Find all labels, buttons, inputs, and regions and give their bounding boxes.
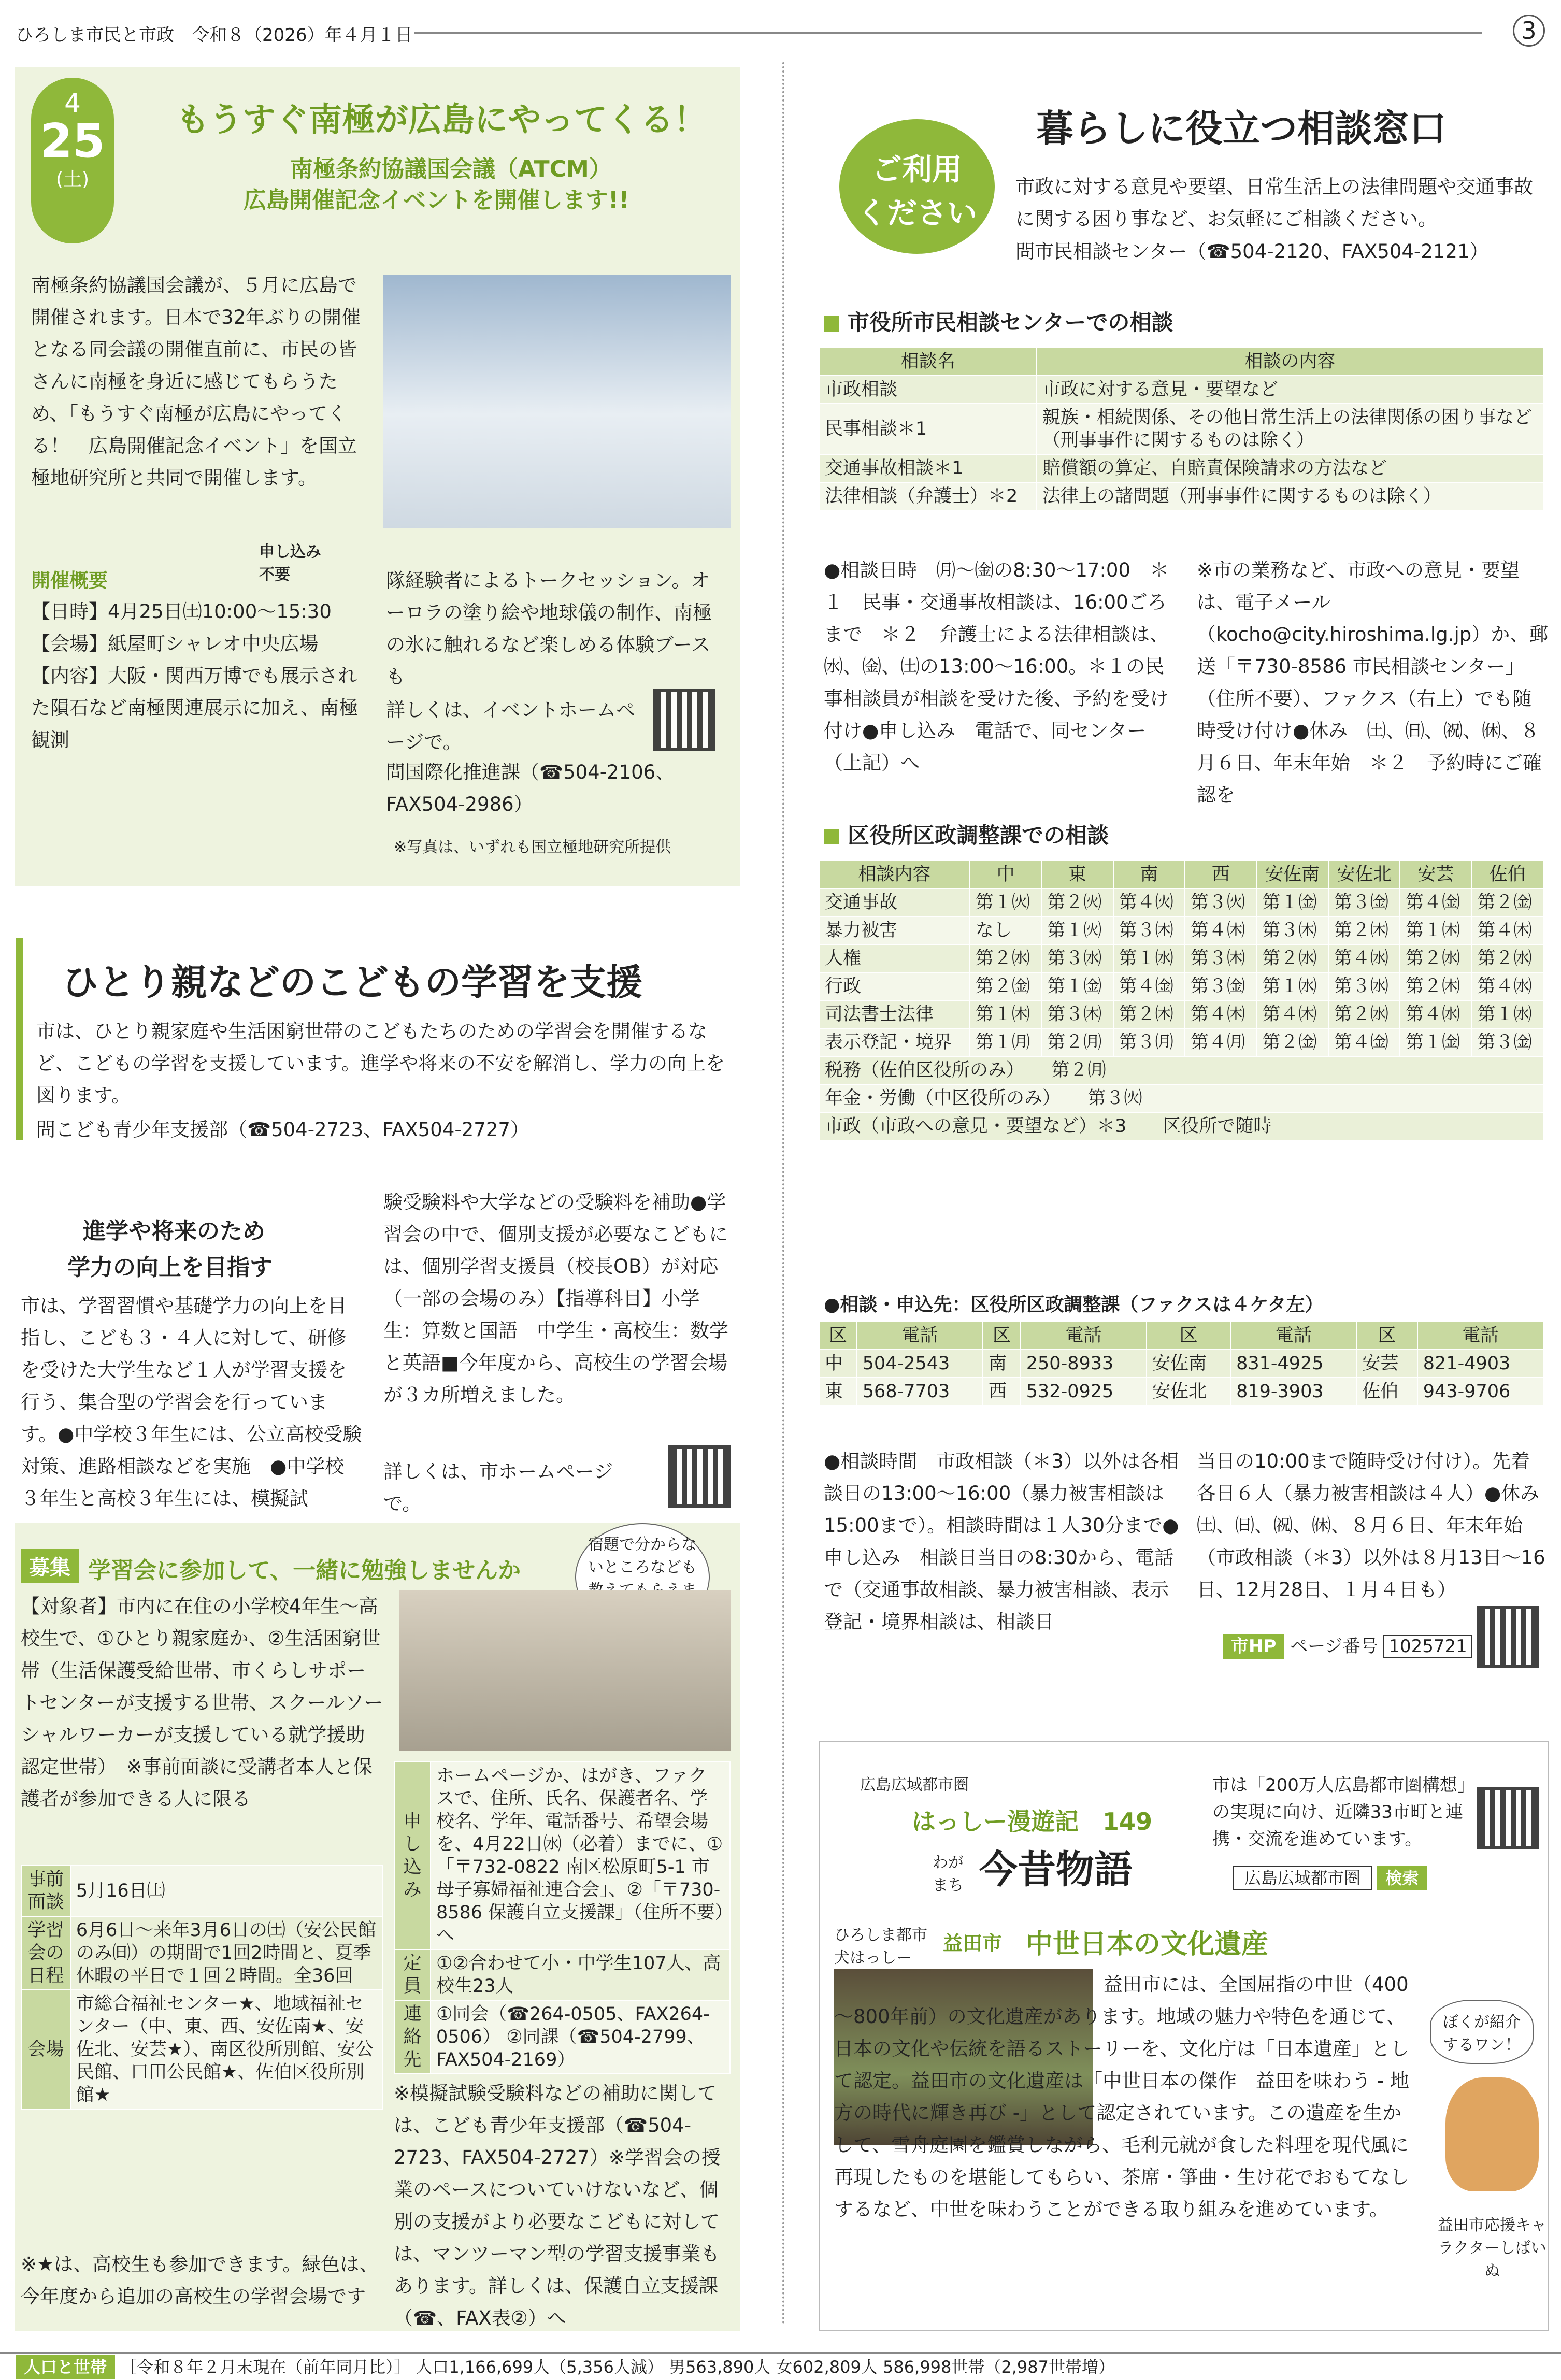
heritage-body-1: 益田市には、全国屈指の中世（400～800年前）の文化遺産があります。地域の魅力や特色を通じて、日本の文化や伝統を語るストーリーを、文化庁は「日本遺産」として認定。益田市の文化遺産は「中世日本の傑作 益田を味わう - 地方の時代に輝き再び -」として認定されています。この遺産を生かして、雪舟庭園を鑑賞しながら、毛利元就が食した料理を現代風に再現したものを堪能してもらい、茶席・箏曲・生け花でおもてなしするなど、中世を味わうことができる取り組みを進めています。	[834, 1973, 1409, 2220]
publication-header: ひろしま市民と市政 令和８（2026）年４月１日	[16, 25, 413, 46]
cell: 第３㈫	[1185, 888, 1256, 916]
col-header: 区	[1147, 1322, 1230, 1350]
event-date-line: 【日時】4月25日㈯10:00～15:30	[31, 600, 332, 623]
search-box[interactable]	[1233, 1865, 1427, 1889]
cell: 第３㈭	[1041, 1000, 1113, 1028]
hp-label: 市HP	[1223, 1634, 1284, 1659]
cell: 第１㈭	[1400, 916, 1471, 944]
cell: 821-4903	[1417, 1350, 1543, 1378]
character-caption: 益田市応援キャラクターしばいぬ	[1438, 2216, 1546, 2280]
cell: 568-7703	[857, 1378, 983, 1406]
cell: 第１㈬	[1472, 1000, 1543, 1028]
cell: 表示登記・境界	[819, 1028, 970, 1056]
ward-phone-table	[819, 1321, 1544, 1406]
hassi-series: はっしー漫遊記 149	[912, 1808, 1153, 1836]
recruit-bubble: 宿題で分からないところなども	[575, 1523, 710, 1631]
cell: 賠償額の算定、自賠責保険請求の方法など	[1037, 454, 1543, 482]
consult-qr-code[interactable]	[1477, 1606, 1539, 1668]
apply-header: 申し込み	[394, 1762, 431, 1949]
row-value: 市総合福祉センター★、地域福祉センター（中、東、西、安佐南★、安佐北、安芸★）、南区役所別館、安公民館、口田公民館★、佐伯区役所別館★	[70, 1990, 383, 2109]
hassi-title: 今昔物語	[979, 1847, 1133, 1892]
cell: 佐伯	[1356, 1378, 1417, 1406]
antarctic-title: もうすぐ南極が広島にやってくる！	[176, 101, 707, 139]
row-header: 学習会の日程	[21, 1916, 70, 1990]
hassi-mascot: ひろしま都市犬はっしー	[834, 1926, 927, 1967]
section-1-heading	[824, 306, 1173, 337]
search-term: 広島広域都市圏	[1233, 1866, 1372, 1890]
study-qr-code[interactable]	[668, 1445, 731, 1508]
cell: 司法書士法律	[819, 1000, 970, 1028]
cell: 第１㈪	[970, 1028, 1041, 1056]
study-more: 詳しくは、市ホームページで。	[383, 1460, 613, 1515]
cell: 943-9706	[1417, 1378, 1543, 1406]
population-total: 人口1,166,699人（5,356人減）	[416, 2357, 664, 2377]
page-number-value: 1025721	[1383, 1635, 1472, 1658]
cell: 中	[819, 1350, 857, 1378]
col-header: 西	[1185, 861, 1256, 888]
cell: 第１㈮	[1041, 972, 1113, 1000]
contact-value-2: ②同課（☎504-2799、FAX504-2169）	[436, 2027, 705, 2070]
heritage-heading: 中世日本の文化遺産	[1026, 1929, 1269, 1960]
consult-lead: 市政に対する意見や要望、日常生活上の法律問題や交通事故に関する困り事など、お気軽にご相談ください。	[1015, 176, 1533, 230]
cell: 安芸	[1356, 1350, 1417, 1378]
antarctic-more: 詳しくは、イベントホームページで。	[386, 699, 635, 753]
cell: 第４㈭	[1256, 1000, 1328, 1028]
study-body-2: 験受験料や大学などの受験料を補助●学習会の中で、個別支援が必要なこどもには、個別学習支援員（校長OB）が対応（一部の会場のみ）【指導科目】小学生：算数と国語 中学生・高校生：数学と英語■今年度から、高校生の学習会場が３カ所増えました。	[383, 1191, 728, 1406]
event-venue-line: 【会場】紙屋町シャレオ中央広場	[31, 633, 319, 655]
cell: 第４㈬	[1328, 944, 1400, 972]
cell: 行政	[819, 972, 970, 1000]
capacity-value: ①②合わせて小・中学生107人、高校生23人	[431, 1949, 730, 2000]
cell: なし	[970, 916, 1041, 944]
cell: 第３㈭	[1256, 916, 1328, 944]
col-header: 安佐北	[1328, 861, 1400, 888]
cell: 法律上の諸問題（刑事事件に関するものは除く）	[1037, 482, 1543, 510]
cell: 暴力被害	[819, 916, 970, 944]
col-header: 南	[1113, 861, 1185, 888]
page-number-label: ページ番号	[1290, 1636, 1378, 1657]
ward-note-1: ●相談時間 市政相談（＊3）以外は各相談日の13:00～16:00（暴力被害相談は15:00まで）。相談時間は１人30分まで●申し込み 相談日当日の8:30から、電話で（交通事故相談、暴力被害相談、表示登記・境界相談は、相談日	[824, 1450, 1179, 1633]
cell: 第２㈮	[1256, 1028, 1328, 1056]
cell: 第１㈬	[1113, 944, 1185, 972]
cell: 第２㈬	[1472, 944, 1543, 972]
header-rule	[414, 32, 1482, 34]
square-icon	[824, 829, 839, 844]
col-header: 相談の内容	[1037, 348, 1543, 376]
cell: 第４㈫	[1113, 888, 1185, 916]
recruit-title: 学習会に参加して、一緒に勉強しませんか	[88, 1557, 521, 1584]
cell: 504-2543	[857, 1350, 983, 1378]
cell: 税務（佐伯区役所のみ） 第２㈪	[819, 1056, 1543, 1084]
hassi-promo: 市は「200万人広島都市圏構想」の実現に向け、近隣33市町と連携・交流を進めています。	[1212, 1775, 1475, 1849]
col-header: 電話	[1230, 1322, 1356, 1350]
study-support-lead: 市は、ひとり親家庭や生活困窮世帯のこどもたちのための学習会を開催するなど、こどもの学習を支援しています。進学や将来の不安を解消し、学力の向上を図ります。	[36, 1020, 725, 1107]
col-header: 区	[983, 1322, 1021, 1350]
date-month: 4	[64, 88, 81, 118]
cell: 第１㈫	[970, 888, 1041, 916]
hassi-area: 広島広域都市圏	[860, 1776, 969, 1794]
population-female: 女602,809人	[776, 2357, 878, 2377]
cell: 第２㈭	[1113, 1000, 1185, 1028]
cell: 第２㈭	[1328, 916, 1400, 944]
badge-line-1: ご利用	[871, 152, 962, 187]
classroom-photo	[399, 1590, 731, 1751]
antarctic-body-2: 隊経験者によるトークセッション。オーロラの塗り絵や地球儀の制作、南極の氷に触れるなど楽しめる体験ブースも	[386, 569, 712, 688]
col-header: 東	[1041, 861, 1113, 888]
section-accent-bar	[16, 938, 23, 1140]
cell: 第２㈪	[1041, 1028, 1113, 1056]
cell: 第４㈭	[1472, 916, 1543, 944]
ward-note-2: 当日の10:00まで随時受け付け）。先着各日６人（暴力被害相談は４人）●休み ㈯、㈰、㈷、㉁、８月６日、年末年始（市政相談（＊3）以外は８月13日～16日、12月28日、１月４日も）	[1197, 1450, 1559, 1601]
contact-value-1: ①同会（☎264-0505、FAX264-0506）	[436, 2004, 710, 2047]
cell: 第２㈬	[1256, 944, 1328, 972]
cell: 第３㈭	[1113, 916, 1185, 944]
study-support-title: ひとり親などのこどもの学習を支援	[62, 960, 642, 1003]
cell: 安佐北	[1147, 1378, 1230, 1406]
shiba-character	[1445, 2077, 1539, 2191]
cell: 交通事故相談＊1	[819, 454, 1037, 482]
row-value: 6月6日～来年3月6日の㈯（安公民館のみ㈰）の期間で1回2時間と、夏季休暇の平日で１回２時間。全36回	[70, 1916, 383, 1990]
cell: 第２㈫	[1041, 888, 1113, 916]
antarctic-body: 南極条約協議国会議が、５月に広島で開催されます。日本で32年ぶりの開催となる同会議の開催直前に、市民の皆さんに南極を身近に感じてもらうため、「もうすぐ南極が広島にやってくる！ 広島開催記念イベント」を国立極地研究所と共同で開催します。	[31, 274, 361, 489]
cell: 親族・相続関係、その他日常生活上の法律関係の困り事など（刑事事件に関するものは除く）	[1037, 404, 1543, 454]
cell: 第３㈭	[1185, 944, 1256, 972]
col-header: 安芸	[1400, 861, 1471, 888]
use-badge	[839, 119, 995, 254]
cell: 東	[819, 1378, 857, 1406]
cell: 安佐南	[1147, 1350, 1230, 1378]
cell: 第３㈮	[1185, 972, 1256, 1000]
cell: 市政に対する意見・要望など	[1037, 376, 1543, 404]
row-value: 5月16日㈯	[70, 1866, 383, 1916]
hassi-qr-code[interactable]	[1477, 1787, 1539, 1849]
cell: 法律相談（弁護士）＊2	[819, 482, 1037, 510]
star-note: ※★は、高校生も参加できます。緑色は、今年度から追加の高校生の学習会場です	[21, 2253, 379, 2307]
city-consult-table	[819, 347, 1544, 511]
contact-header: 連絡先	[394, 2000, 431, 2074]
row-header: 事前面談	[21, 1866, 70, 1916]
date-dow: (土)	[55, 169, 90, 190]
row-header: 会場	[21, 1990, 70, 2109]
recruit-target: 【対象者】市内に在住の小学校4年生～高校生で、①ひとり親家庭か、②生活困窮世帯（生活保護受給世帯、市くらしサポートセンターが支援する世帯、スクールソーシャルワーカーが支援している就学援助認定世帯） ※事前面談に受講者本人と保護者が参加できる人に限る	[21, 1595, 383, 1810]
consult-note-2: ※市の業務など、市政への意見・要望は、電子メール（kocho@city.hiroshima.lg.jp）か、郵送「〒730-8586 市民相談センター」（住所不要）、ファクス（右上）でも随時受け付け●休み ㈯、㈰、㈷、㉁、８月６日、年末年始 ＊２ 予約時にご確認を	[1197, 559, 1549, 806]
cell: 第２㈮	[970, 972, 1041, 1000]
cell: 年金・労働（中区役所のみ） 第３㈫	[819, 1084, 1543, 1112]
col-header: 電話	[857, 1322, 983, 1350]
cell: 第１㈫	[1041, 916, 1113, 944]
cell: 第４㈮	[1400, 888, 1471, 916]
cell: 人権	[819, 944, 970, 972]
column-divider	[782, 62, 784, 2326]
antarctic-subtitle-1: 南極条約協議国会議（ATCM）	[290, 156, 612, 182]
page-number: 3	[1513, 15, 1545, 47]
households: 586,998世帯（2,987世帯増）	[883, 2357, 1115, 2377]
cell: 第３㈮	[1328, 888, 1400, 916]
capacity-header: 定員	[394, 1949, 431, 2000]
cell: 250-8933	[1021, 1350, 1147, 1378]
col-header: 電話	[1021, 1322, 1147, 1350]
sub-title-2: 学力の向上を目指す	[67, 1254, 273, 1281]
cell: 第２㈬	[970, 944, 1041, 972]
photo-credit: ※写真は、いずれも国立極地研究所提供	[394, 838, 671, 856]
cell: 第３㈬	[1041, 944, 1113, 972]
cell: 市政相談	[819, 376, 1037, 404]
antarctic-qr-code[interactable]	[653, 689, 715, 751]
cell: 交通事故	[819, 888, 970, 916]
cell: 市政（市政への意見・要望など）＊3 区役所で随時	[819, 1112, 1543, 1140]
cell: 532-0925	[1021, 1378, 1147, 1406]
section-1-title: 市役所市民相談センターでの相談	[848, 310, 1173, 335]
cell: 第３㈮	[1472, 1028, 1543, 1056]
event-content-line: 【内容】大阪・関西万博でも展示された隕石など南極関連展示に加え、南極観測	[31, 665, 359, 751]
population-note: ［令和８年２月末現在（前年同月比）］	[120, 2357, 411, 2377]
cell: 第４㈬	[1472, 972, 1543, 1000]
page-number-row	[1223, 1632, 1472, 1657]
cell: 第４㈭	[1185, 1000, 1256, 1028]
overview-label: 開催概要	[31, 569, 108, 592]
cell: 第４㈮	[1328, 1028, 1400, 1056]
cell: 819-3903	[1230, 1378, 1356, 1406]
cell: 南	[983, 1350, 1021, 1378]
study-body: 市は、学習習慣や基礎学力の向上を目指し、こども３・４人に対して、研修を受けた大学生など１人が学習支援を行う、集合型の学習会を行っています。●中学校３年生には、公立高校受験対策、進路相談などを実施 ●中学校３年生と高校３年生には、模擬試	[21, 1295, 362, 1510]
section-2-title: 区役所区政調整課での相談	[848, 823, 1109, 848]
antarctic-subtitle-2: 広島開催記念イベントを開催します!!	[244, 187, 629, 213]
sub-title-1: 進学や将来のため	[83, 1218, 265, 1244]
apply-value: ホームページか、はがき、ファクスで、住所、氏名、保護者名、学校名、学年、電話番号、希望会場を、4月22日㈬（必着）までに、①「〒732-0822 南区松原町5-1 市母子寡婦福祉連合会」、②「〒730-8586 保護自立支援課」（住所不要）へ	[431, 1762, 730, 1949]
cell: 第１㈮	[1400, 1028, 1471, 1056]
cell: 第３㈪	[1113, 1028, 1185, 1056]
cell: 第４㈭	[1185, 916, 1256, 944]
ward-consult-table	[819, 860, 1544, 1141]
cell: 831-4925	[1230, 1350, 1356, 1378]
consult-contact: 問市民相談センター（☎504-2120、FAX504-2121）	[1015, 240, 1489, 263]
cell: 民事相談＊1	[819, 404, 1037, 454]
col-header: 相談名	[819, 348, 1037, 376]
cell: 西	[983, 1378, 1021, 1406]
recruit-note: ※模擬試験受験料などの補助に関しては、こども青少年支援部（☎504-2723、FAX504-2727）※学習会の授業のペースについていけないなど、個別の支援がより必要なこどもに対しては、マンツーマン型の学習支援事業もあります。詳しくは、保護自立支援課（☎、FAX表②）へ	[394, 2082, 721, 2329]
cell: 第３㈬	[1328, 972, 1400, 1000]
penguin-photo	[383, 275, 731, 528]
date-day: 25	[40, 114, 105, 168]
recruit-schedule-table	[21, 1865, 383, 2110]
no-apply-note: 申し込み不要	[259, 543, 321, 584]
character-bubble: ぼくが紹介するワン！	[1430, 2000, 1534, 2064]
col-header: 安佐南	[1256, 861, 1328, 888]
event-date-badge	[31, 78, 114, 243]
badge-line-2: ください	[856, 195, 977, 231]
population-male: 男563,890人	[669, 2357, 771, 2377]
cell: 第４㈬	[1400, 1000, 1471, 1028]
cell: 第４㈮	[1113, 972, 1185, 1000]
square-icon	[824, 316, 839, 332]
cell: 第２㈬	[1400, 944, 1471, 972]
col-header: 相談内容	[819, 861, 970, 888]
consult-note-1: ●相談日時 ㈪～㈮の8:30～17:00 ＊１ 民事・交通事故相談は、16:00ごろまで ＊２ 弁護士による法律相談は、㈬、㈮、㈯の13:00～16:00。＊１の民事相談員が相談を受けた後、予約を受け付け●申し込み 電話で、同センター（上記）へ	[824, 559, 1169, 774]
study-support-contact: 問こども青少年支援部（☎504-2723、FAX504-2727）	[36, 1119, 529, 1141]
cell: 第２㈮	[1472, 888, 1543, 916]
cell: 第２㈭	[1400, 972, 1471, 1000]
consult-title: 暮らしに役立つ相談窓口	[1036, 106, 1447, 150]
cell: 第１㈭	[970, 1000, 1041, 1028]
cell: 第２㈬	[1328, 1000, 1400, 1028]
city-name: 益田市	[943, 1932, 1003, 1955]
col-header: 区	[819, 1322, 857, 1350]
cell: 第４㈪	[1185, 1028, 1256, 1056]
section-2-heading	[824, 819, 1109, 850]
ward-contact-title: ●相談・申込先：区役所区政調整課（ファクスは４ケタ左）	[824, 1294, 1324, 1315]
cell: 第１㈬	[1256, 972, 1328, 1000]
apply-table	[394, 1761, 731, 2074]
search-button[interactable]: 検索	[1377, 1866, 1427, 1890]
population-bar	[0, 2352, 1561, 2380]
population-label: 人口と世帯	[16, 2355, 115, 2379]
col-header: 中	[970, 861, 1041, 888]
cell: 第１㈮	[1256, 888, 1328, 916]
hassi-waga: わがまち	[933, 1854, 964, 1895]
antarctic-contact: 問国際化推進課（☎504-2106、FAX504-2986）	[386, 761, 675, 815]
col-header: 佐伯	[1472, 861, 1543, 888]
col-header: 電話	[1417, 1322, 1543, 1350]
col-header: 区	[1356, 1322, 1417, 1350]
recruit-badge: 募集	[21, 1549, 79, 1583]
